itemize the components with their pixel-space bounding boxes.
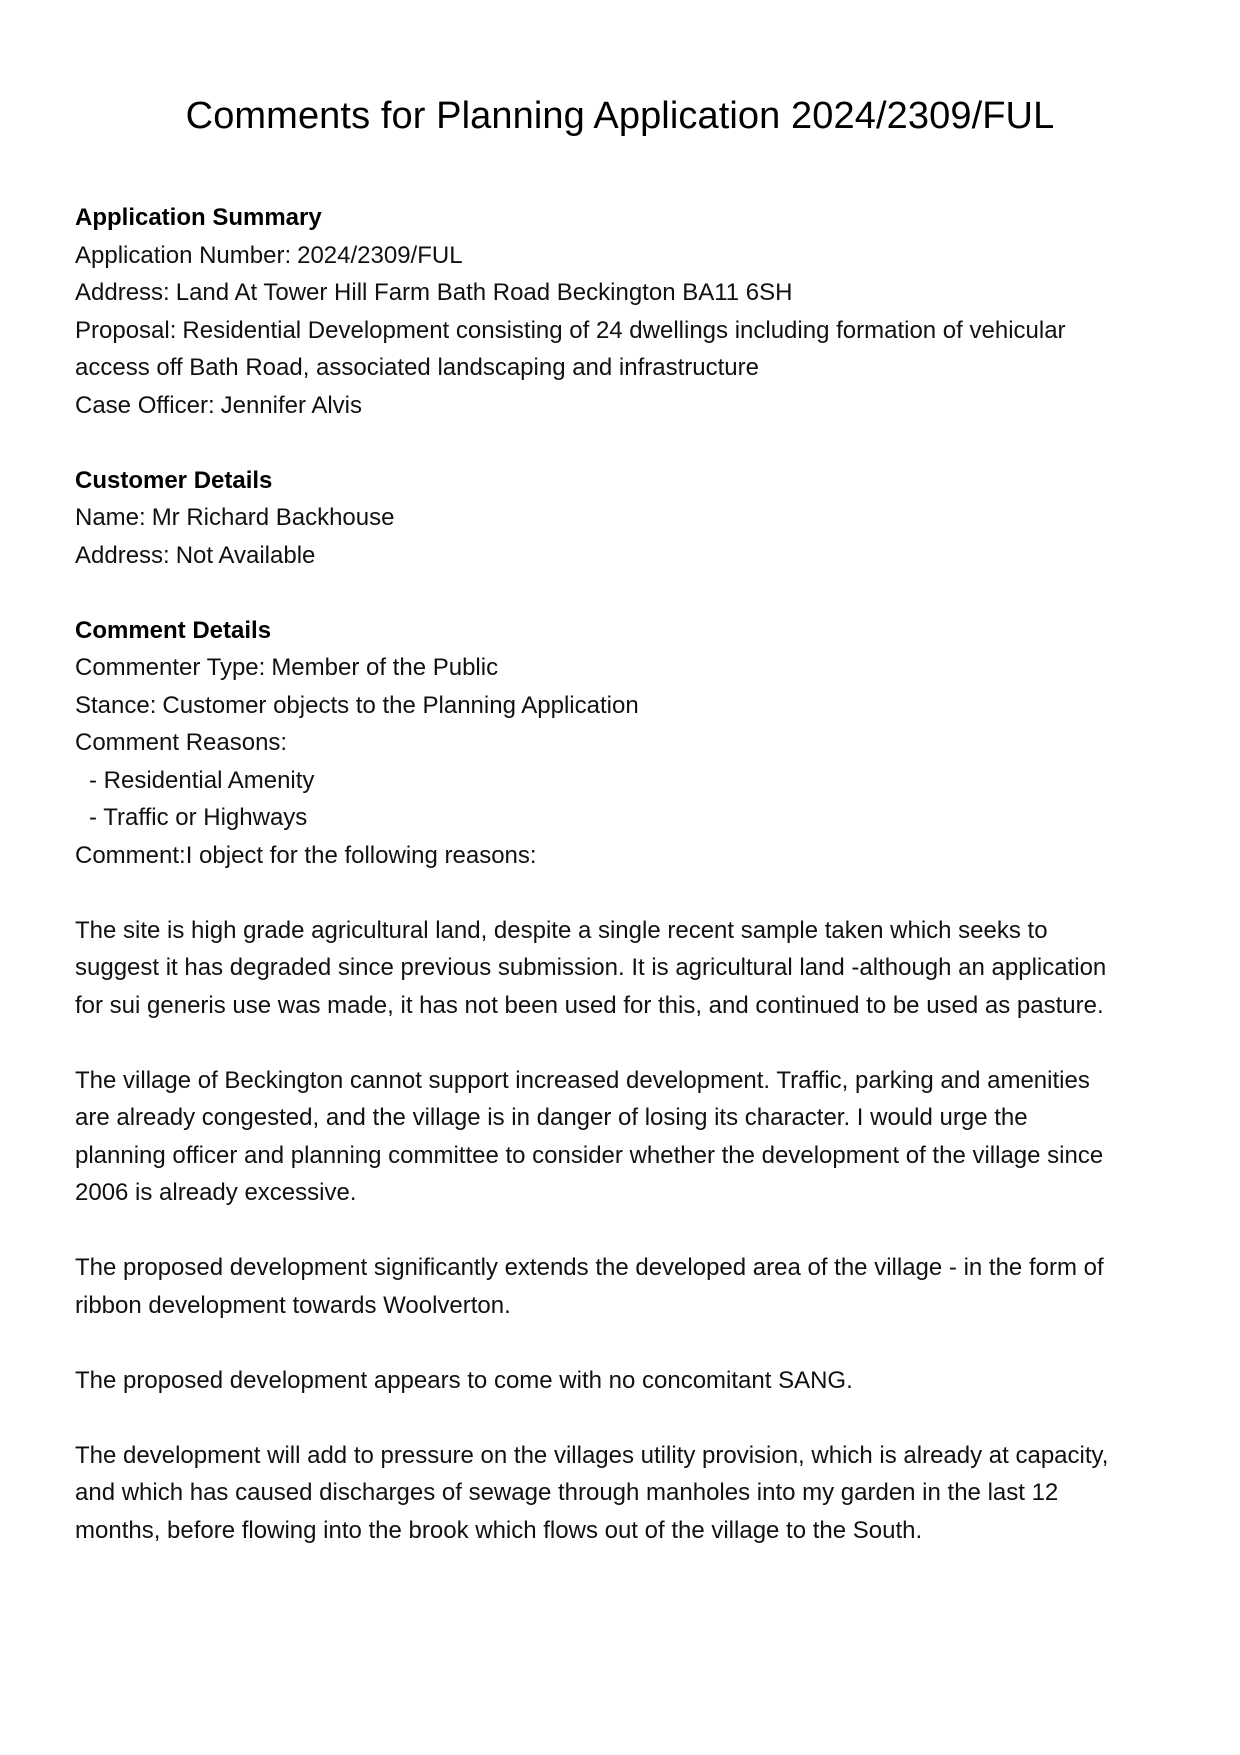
application-summary-heading: Application Summary <box>75 204 322 231</box>
commenter-type-label: Commenter Type: <box>75 654 266 681</box>
application-number-label: Application Number: <box>75 241 292 269</box>
comment-paragraph <box>75 912 1170 1025</box>
comment-paragraph-line: The proposed development appears to come with no concomitant SANG. <box>75 1366 853 1394</box>
application-number-row <box>75 237 1170 275</box>
comment-paragraph <box>75 1437 1170 1550</box>
comment-paragraph-line: planning officer and planning committee to consider whether the development of the village since <box>75 1141 1104 1169</box>
customer-name-label: Name: <box>75 504 146 531</box>
comment-paragraph-line: are already congested, and the village is in danger of losing its character. I would urge the <box>75 1104 1028 1131</box>
proposal-row <box>75 312 1170 350</box>
comment-intro-row <box>75 837 1170 875</box>
commenter-type-value: Member of the Public <box>271 654 499 681</box>
comment-paragraph-line: and which has caused discharges of sewage through manholes into my garden in the last 12 <box>75 1479 1059 1506</box>
proposal-label: Proposal: <box>75 316 177 344</box>
comment-reason-item: - Traffic or Highways <box>89 804 308 831</box>
spacer <box>75 424 1170 462</box>
proposal-line-1: Residential Development consisting of 24 dwellings including formation of vehicular <box>182 316 1066 344</box>
application-address-row <box>75 274 1170 312</box>
comment-reasons-label: Comment Reasons: <box>75 729 288 756</box>
proposal-line-2: access off Bath Road, associated landscaping and infrastructure <box>75 354 759 381</box>
comment-paragraph-line: The development will add to pressure on the villages utility provision, which is already at capacity, <box>75 1441 1109 1469</box>
comment-paragraph <box>75 1249 1170 1324</box>
application-summary-section <box>75 199 1170 424</box>
stance-value: Customer objects to the Planning Application <box>162 691 639 719</box>
comment-paragraph-line: The site is high grade agricultural land, despite a single recent sample taken which seeks to <box>75 916 1048 944</box>
spacer <box>75 874 1170 912</box>
customer-details-section <box>75 462 1170 575</box>
comment-paragraph-line: ribbon development towards Woolverton. <box>75 1291 511 1319</box>
spacer <box>75 1212 1170 1250</box>
document-body <box>75 199 1170 1549</box>
comment-details-heading: Comment Details <box>75 616 272 644</box>
comment-paragraph-line: suggest it has degraded since previous submission. It is agricultural land -although an application <box>75 954 1107 981</box>
customer-name-value: Mr Richard Backhouse <box>151 504 395 531</box>
application-address-value: Land At Tower Hill Farm Bath Road Beckington BA11 6SH <box>175 279 793 306</box>
comment-paragraph-line: The proposed development significantly extends the developed area of the village - in the form of <box>75 1254 1104 1281</box>
customer-address-label: Address: <box>75 541 170 569</box>
customer-address-value: Not Available <box>175 541 316 569</box>
page-title: Comments for Planning Application 2024/2309/FUL <box>185 95 1055 137</box>
commenter-type-row <box>75 649 1170 687</box>
case-officer-row <box>75 387 1170 425</box>
comment-intro: I object for the following reasons: <box>185 841 537 869</box>
comment-paragraph <box>75 1062 1170 1212</box>
stance-label: Stance: <box>75 691 157 719</box>
spacer <box>75 1399 1170 1437</box>
comment-paragraph-line: 2006 is already excessive. <box>75 1179 357 1206</box>
comment-reason-item: - Residential Amenity <box>89 766 315 794</box>
case-officer-label: Case Officer: <box>75 391 215 419</box>
case-officer-value: Jennifer Alvis <box>220 391 363 419</box>
customer-name-row <box>75 499 1170 537</box>
spacer <box>75 574 1170 612</box>
comment-paragraph-line: The village of Beckington cannot support increased development. Traffic, parking and amenities <box>75 1066 1090 1094</box>
comment-label: Comment: <box>75 841 186 869</box>
stance-row <box>75 687 1170 725</box>
application-number-value: 2024/2309/FUL <box>297 241 463 269</box>
spacer <box>75 1024 1170 1062</box>
customer-address-row <box>75 537 1170 575</box>
spacer <box>75 1324 1170 1362</box>
comment-paragraph-line: months, before flowing into the brook which flows out of the village to the South. <box>75 1516 923 1544</box>
comment-paragraph <box>75 1362 1170 1400</box>
comment-details-section <box>75 612 1170 1550</box>
application-address-label: Address: <box>75 279 170 306</box>
customer-details-heading: Customer Details <box>75 466 273 494</box>
comment-paragraph-line: for sui generis use was made, it has not been used for this, and continued to be used as pasture. <box>75 991 1104 1019</box>
